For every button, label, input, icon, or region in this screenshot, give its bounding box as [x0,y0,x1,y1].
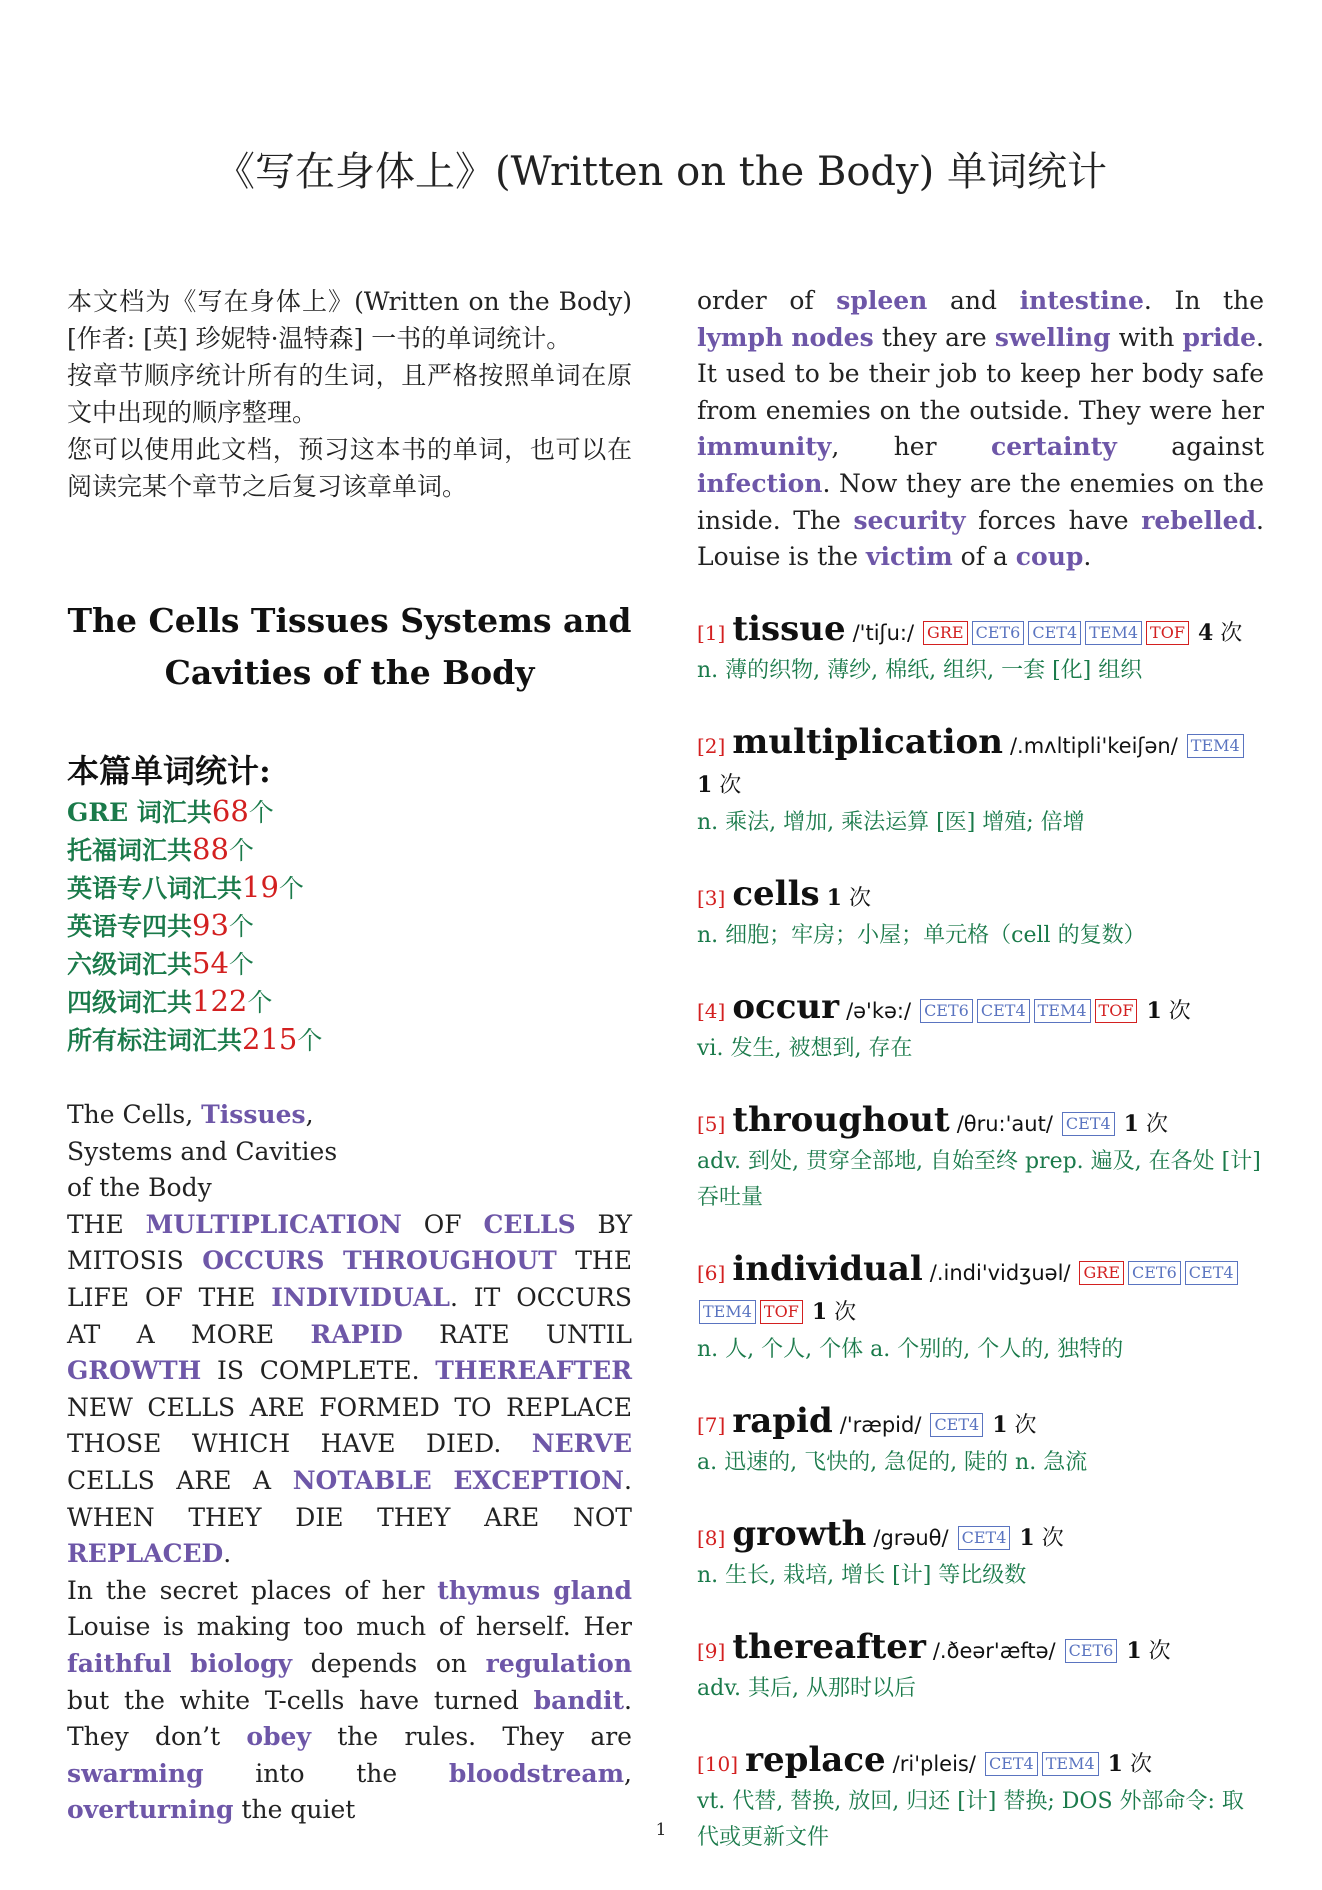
entry-count-number: 1 [1146,997,1162,1024]
vocab-highlight: THEREAFTER [435,1356,632,1386]
vocab-highlight: pride [1182,322,1257,352]
passage-heading-text: of the Body [67,1173,212,1203]
passage-body-paragraph [67,1573,632,1829]
stat-label: 英语专八词汇共 [67,874,243,903]
vocab-highlight: immunity [697,432,832,462]
entry-word: tissue [732,608,846,649]
passage-text: . IT OCCURS AT A MORE [67,1282,632,1349]
stat-row [67,793,632,831]
stat-unit: 个 [228,836,254,865]
passage-heading-text: The Cells, [67,1100,202,1129]
exam-tag: CET6 [920,999,973,1023]
stat-value: 88 [192,832,229,866]
entry-index: [2] [697,733,726,758]
passage-text: Louise is making too much of herself. Her [67,1612,632,1642]
entry-header [697,1515,1264,1558]
passage-text: THE LIFE OF THE [67,1246,632,1312]
vocab-highlight: security [853,505,966,535]
passage-text: with [1110,322,1183,352]
vocab-highlight: NERVE [531,1429,632,1459]
vocab-highlight: faithful [67,1648,172,1678]
stat-row [67,1021,632,1059]
vocab-highlight: certainty [990,432,1117,462]
intro-paragraph: 本文档为《写在身体上》(Written on the Body)[作者: [英] 珍妮特·温特森] 一书的单词统计。 [67,287,632,353]
vocab-highlight: MULTIPLICATION [145,1209,402,1239]
entry-header [697,1741,1264,1784]
exam-tag: TEM4 [699,1300,756,1324]
vocab-highlight: REPLACED [67,1539,224,1569]
entry-index: [7] [697,1412,726,1437]
passage-text: . Now they are the enemies on the inside. The [697,468,1264,535]
entry-definition: adv. 其后, 从那时以后 [697,1675,916,1701]
entry-header [697,988,1264,1031]
entry-count [1119,1639,1170,1664]
stat-value: 19 [242,870,279,904]
entry-count-number: 1 [1126,1637,1142,1664]
entry-count-number: 1 [1019,1524,1035,1551]
passage-text: . WHEN THEY DIE THEY ARE NOT [67,1465,632,1532]
entry-word: individual [732,1248,923,1289]
vocab-highlight: GROWTH [67,1356,202,1386]
passage-text: . Louise is the [697,505,1264,572]
entry-index: [5] [697,1111,726,1136]
passage-text: IS COMPLETE. [201,1356,436,1386]
vocab-highlight: biology [190,1648,293,1678]
passage-heading-text: Systems and Cavities [67,1136,338,1166]
vocabulary-list [697,610,1264,1856]
passage-text: . [223,1539,232,1569]
passage-text: depends on [292,1648,486,1678]
entry-header [697,1250,1264,1332]
passage-text: In the secret places of her [67,1575,438,1605]
entry-count [805,1300,856,1325]
entry-definition: vt. 代替, 替换, 放回, 归还 [计] 替换; DOS 外部命令: 取代或更新文件 [697,1788,1244,1850]
vocab-highlight: RAPID [310,1319,403,1349]
stat-unit: 个 [278,874,304,903]
vocab-entry [697,1250,1264,1368]
stats-section [67,749,632,1059]
entry-word: thereafter [732,1626,926,1667]
stat-row [67,907,632,945]
entry-count [1139,999,1190,1024]
chapter-title: The Cells Tissues Systems and Cavities of the Body [67,601,632,692]
stat-label: 六级词汇共 [67,950,193,979]
entry-index: [8] [697,1525,726,1550]
passage-text: and [927,286,1020,315]
entry-count-number: 1 [826,884,842,911]
exam-tag: CET4 [1185,1261,1238,1285]
vocab-highlight: overturning [67,1795,234,1825]
intro-paragraph: 按章节顺序统计所有的生词，且严格按照单词在原文中出现的顺序整理。 [67,361,632,427]
exam-tag: TOF [760,1300,803,1324]
entry-count [1191,621,1242,646]
stat-row [67,869,632,907]
entry-index: [4] [697,998,726,1023]
entry-index: [10] [697,1751,739,1776]
entry-count [985,1413,1036,1438]
passage-heading-text: , [305,1100,314,1129]
passage-text: into the [203,1758,449,1788]
passage-text: of a [952,542,1016,572]
vocab-highlight: infection [697,468,823,498]
entry-count-suffix: 次 [1007,1412,1037,1438]
vocab-highlight: CELLS [483,1209,576,1239]
entry-count-number: 1 [1107,1750,1123,1777]
entry-phonetic: /'tiʃu:/ [852,620,915,645]
exam-tag: CET4 [1062,1112,1115,1136]
stat-row [67,983,632,1021]
stat-unit: 个 [248,798,274,827]
passage-text: CELLS ARE A [67,1465,293,1495]
entry-header [697,610,1264,653]
entry-count-suffix: 次 [712,772,742,798]
entry-count-suffix: 次 [1213,620,1243,646]
entry-word: multiplication [732,721,1003,762]
exam-tag: TEM4 [1085,621,1142,645]
entry-count-number: 1 [1123,1110,1139,1137]
entry-phonetic: /grəuθ/ [873,1525,949,1550]
vocab-highlight: THROUGHOUT [343,1246,557,1276]
vocab-entry [697,723,1264,841]
entry-phonetic: /.indi'vidʒuəl/ [929,1260,1071,1285]
passage-text [172,1649,191,1678]
stat-value: 93 [192,908,229,942]
entry-count-suffix: 次 [1141,1638,1171,1664]
entry-header [697,875,1264,918]
passage-body-paragraph-continued [697,283,1264,576]
vocab-highlight: coup [1015,542,1084,572]
document-title: 《写在身体上》(Written on the Body) 单词统计 [215,149,1107,195]
vocab-highlight: swarming [67,1758,204,1788]
vocab-highlight: bandit [533,1685,625,1715]
passage-text: they are [873,322,995,352]
entry-word: replace [745,1739,886,1780]
passage-text: order of [697,286,837,315]
entry-index: [9] [697,1638,726,1663]
vocab-highlight: bloodstream [448,1758,625,1788]
entry-phonetic: /.mʌltipli'keiʃən/ [1009,733,1178,758]
passage-text [432,1466,454,1495]
exam-tag: TEM4 [1034,999,1091,1023]
entry-definition: vi. 发生, 被想到, 存在 [697,1035,913,1061]
entry-index: [3] [697,885,726,910]
vocab-highlight: spleen [836,286,928,315]
stats-heading: 本篇单词统计: [67,752,271,790]
passage-text: , [624,1758,632,1788]
entry-count [1101,1752,1152,1777]
passage-right [697,283,1264,576]
stat-unit: 个 [228,950,254,979]
entry-word: growth [732,1513,867,1554]
vocab-entry [697,1628,1264,1707]
entry-phonetic: /'ræpid/ [839,1412,922,1437]
stat-label: 英语专四共 [67,912,193,941]
exam-tag: CET4 [958,1526,1011,1550]
intro-paragraph: 您可以使用此文档，预习这本书的单词，也可以在阅读完某个章节之后复习该章单词。 [67,435,632,501]
vocab-highlight: thymus [437,1575,541,1605]
right-column [697,283,1264,1890]
vocab-highlight: EXCEPTION [453,1465,625,1495]
entry-count-suffix: 次 [1161,998,1191,1024]
entry-count [1012,1526,1063,1551]
entry-word: rapid [732,1400,833,1441]
exam-tag: CET4 [985,1752,1038,1776]
entry-count-suffix: 次 [827,1299,857,1325]
entry-count-number: 4 [1197,619,1214,646]
exam-tag: CET6 [1128,1261,1181,1285]
passage-text: THE [67,1209,146,1239]
exam-tag: CET4 [930,1413,983,1437]
entry-phonetic: /ri'pleis/ [892,1751,976,1776]
vocab-entry [697,1402,1264,1481]
stat-label: 托福词汇共 [67,836,193,865]
vocab-highlight: OCCURS [202,1246,325,1276]
vocab-highlight: rebelled [1141,505,1257,535]
passage-text: but the white T-cells have turned [67,1685,534,1715]
passage-text: . [1083,542,1092,572]
vocab-entry [697,875,1264,954]
entry-count [697,773,741,798]
stat-row [67,831,632,869]
entry-definition: n. 生长, 栽培, 增长 [计] 等比级数 [697,1562,1027,1588]
entry-word: throughout [732,1099,950,1140]
passage-heading-highlight: Tissues [201,1100,306,1129]
exam-tag: GRE [923,621,968,645]
entry-phonetic: /ə'kə:/ [846,998,912,1023]
vocab-highlight: lymph [697,322,784,352]
passage-uppercase-paragraph [67,1207,632,1573]
entry-index: [6] [697,1260,726,1285]
entry-header [697,1402,1264,1445]
vocab-entry [697,610,1264,689]
entry-header [697,1101,1264,1144]
vocab-highlight: INDIVIDUAL [271,1282,450,1312]
passage-text: forces have [965,505,1142,535]
vocab-entry [697,1515,1264,1594]
passage-left [67,1097,632,1829]
passage-text: against [1116,432,1264,462]
passage-text: BY MITOSIS [67,1209,632,1276]
passage-text [325,1246,344,1275]
stat-unit: 个 [247,988,273,1017]
entry-word: cells [732,873,820,914]
entry-count-suffix: 次 [1138,1111,1168,1137]
entry-word: occur [732,986,840,1027]
passage-text: NEW CELLS ARE FORMED TO REPLACE THOSE WHICH HAVE DIED. [67,1392,632,1459]
exam-tag: CET4 [1028,621,1081,645]
entry-header [697,1628,1264,1671]
exam-tag: CET6 [972,621,1025,645]
entry-definition: n. 人, 个人, 个体 a. 个别的, 个人的, 独特的 [697,1336,1124,1362]
vocab-highlight: swelling [994,322,1111,352]
entry-header [697,723,1264,805]
stat-label: GRE 词汇共 [67,798,212,827]
vocab-highlight: victim [865,542,953,572]
vocab-highlight: NOTABLE [292,1465,432,1495]
left-column [67,283,632,1829]
stat-label: 所有标注词汇共 [67,1026,243,1055]
exam-tag: TOF [1095,999,1138,1023]
entry-count-suffix: 次 [1034,1525,1064,1551]
vocab-highlight: obey [246,1722,311,1752]
entry-count-number: 1 [992,1411,1008,1438]
passage-text: the quiet [233,1795,356,1825]
entry-count-number: 1 [697,771,713,798]
stats-list [67,793,632,1059]
passage-text: . They don’t [67,1685,632,1752]
exam-tag: TEM4 [1042,1752,1099,1776]
stat-value: 215 [242,1022,298,1056]
stat-label: 四级词汇共 [67,988,193,1017]
entry-count-suffix: 次 [841,885,871,911]
stat-value: 54 [192,946,229,980]
stat-value: 68 [211,794,249,828]
page-number: 1 [655,1820,667,1840]
stat-value: 122 [192,984,248,1018]
stat-unit: 个 [297,1026,323,1055]
passage-text: the rules. They are [310,1722,632,1752]
entry-definition: n. 薄的织物, 薄纱, 棉纸, 组织, 一套 [化] 组织 [697,657,1143,683]
exam-tag: GRE [1079,1261,1124,1285]
vocab-entry [697,1101,1264,1216]
exam-tag: TOF [1146,621,1189,645]
exam-tag: TEM4 [1187,734,1244,758]
passage-text [540,1576,553,1605]
passage-heading [67,1097,632,1207]
passage-text: . It used to be their job to keep her body safe from enemies on the outside. They were her [697,322,1264,425]
entry-count [827,886,871,911]
exam-tag: CET4 [977,999,1030,1023]
entry-definition: n. 乘法, 增加, 乘法运算 [医] 增殖; 倍增 [697,809,1085,835]
passage-text: RATE UNTIL [402,1319,632,1349]
passage-text: OF [401,1209,484,1239]
entry-count-number: 1 [811,1298,828,1325]
passage-text: , her [831,432,991,462]
entry-definition: a. 迅速的, 飞快的, 急促的, 陡的 n. 急流 [697,1449,1088,1475]
entry-count [1117,1112,1168,1137]
vocab-entry [697,988,1264,1067]
vocab-highlight: gland [553,1575,632,1605]
intro-section [67,283,632,505]
entry-definition: adv. 到处, 贯穿全部地, 自始至终 prep. 遍及, 在各处 [计] 吞吐量 [697,1148,1261,1210]
passage-text: . In the [1143,286,1264,315]
stat-row [67,945,632,983]
entry-phonetic: /θru:'aut/ [956,1111,1053,1136]
entry-phonetic: /.ðeər'æftə/ [932,1638,1056,1663]
entry-definition: n. 细胞；牢房；小屋；单元格（cell 的复数） [697,922,1146,948]
vocab-highlight: nodes [791,322,874,352]
exam-tag: CET6 [1065,1639,1118,1663]
vocab-highlight: intestine [1019,286,1144,315]
entry-index: [1] [697,620,726,645]
stat-unit: 个 [228,912,254,941]
vocab-highlight: regulation [485,1648,632,1678]
entry-count-suffix: 次 [1122,1751,1152,1777]
